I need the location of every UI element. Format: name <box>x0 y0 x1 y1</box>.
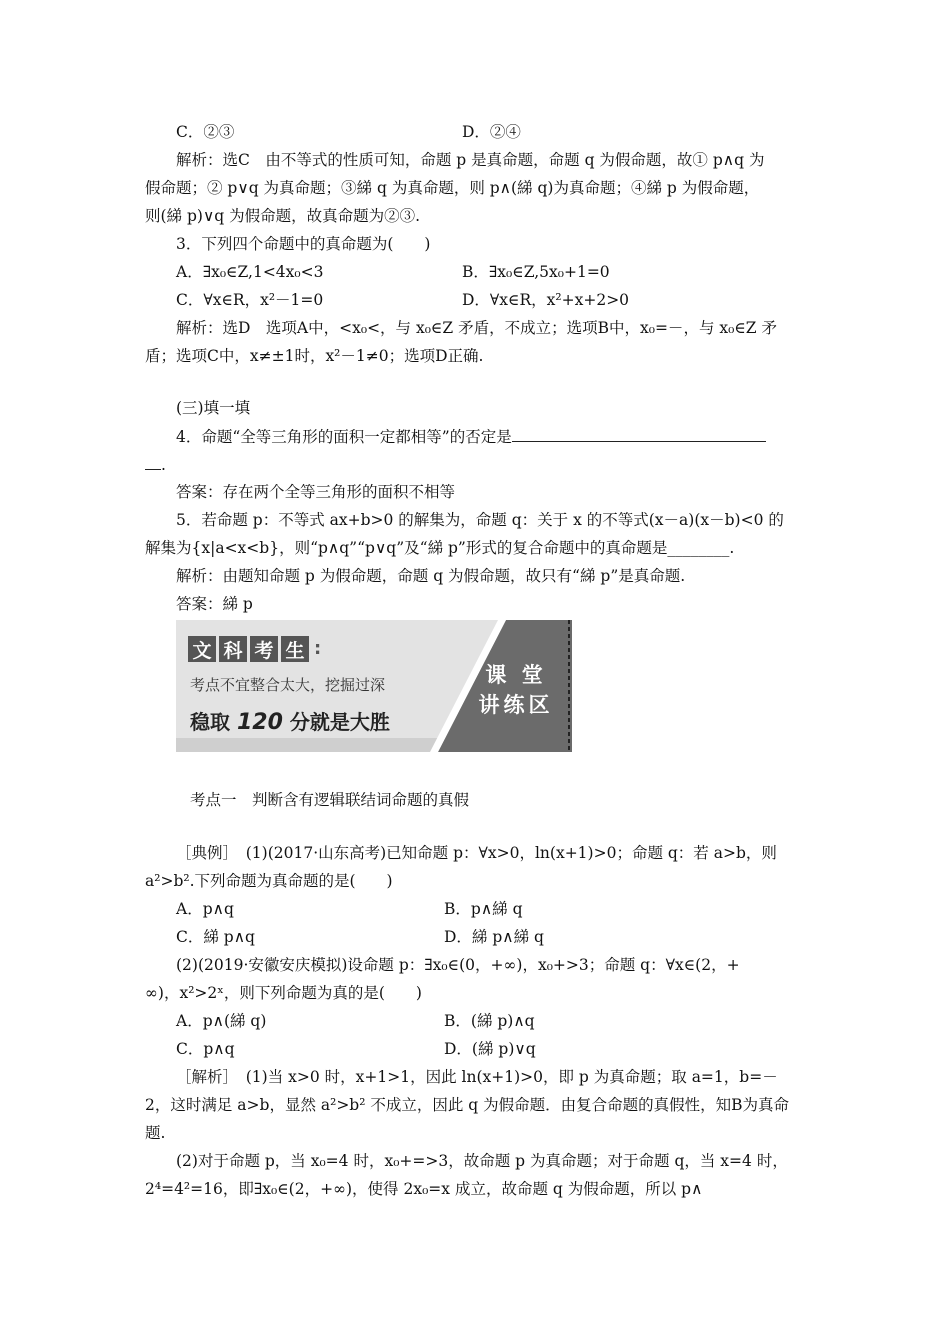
solution-line: ［解析］ (1)当 x>0 时，x+1>1，因此 ln(x+1)>0，即 p 为真命题；取 a=1，b=－ <box>176 1068 778 1086</box>
example-2: (2)(2019·安徽安庆模拟)设命题 p：∃x₀∈(0，+∞)，x₀+>3；命题 q：∀x∈(2，+ <box>176 956 740 974</box>
analysis-line: 假命题；② p∨q 为真命题；③綈 q 为真命题，则 p∧(綈 q)为真命题；④綈 p 为假命题， <box>145 179 760 197</box>
question-3: 3．下列四个命题中的真命题为( ) <box>176 235 431 253</box>
tag-char: 考 <box>250 636 278 662</box>
banner-tag <box>188 636 321 662</box>
analysis-line: 解析：选C 由不等式的性质可知，命题 p 是真命题，命题 q 为假命题，故① p∧q 为 <box>176 151 765 169</box>
example-2: ∞)，x²>2ˣ，则下列命题为真的是( ) <box>145 984 422 1002</box>
option-d: D．②④ <box>462 123 521 141</box>
banner-right-label <box>466 660 566 720</box>
tag-char: 生 <box>281 636 309 662</box>
example-1: ［典例］ (1)(2017·山东高考)已知命题 p：∀x>0，ln(x+1)>0；命题 q：若 a>b，则 <box>176 844 777 862</box>
analysis-line: 解析：选D 选项A中，<x₀<，与 x₀∈Z 矛盾，不成立；选项B中，x₀=－，与 x₀∈Z 矛 <box>176 319 777 337</box>
question-5: 5．若命题 p：不等式 ax+b>0 的解集为，命题 q：关于 x 的不等式(x－a)(x－b)<0 的 <box>176 511 784 529</box>
tag-char: 科 <box>219 636 247 662</box>
option-b: B．p∧綈 q <box>444 900 523 918</box>
option-a: A．∃x₀∈Z,1<4x₀<3 <box>176 263 324 281</box>
tag-colon: : <box>314 638 322 659</box>
answer-line: 答案：綈 p <box>176 595 253 613</box>
example-1: a²>b².下列命题为真命题的是( ) <box>145 872 393 890</box>
slogan-post: 分就是大胜 <box>289 710 390 734</box>
option-d: D．∀x∈R，x²+x+2>0 <box>462 291 630 309</box>
section-heading: (三)填一填 <box>176 399 251 417</box>
answer-blank <box>145 453 161 470</box>
solution-line: (2)对于命题 p，当 x₀=4 时，x₀+=>3，故命题 p 为真命题；对于命题 q，当 x=4 时， <box>176 1152 788 1170</box>
question-5: 解集为{x|a<x<b}，则“p∧q”“p∨q”及“綈 p”形式的复合命题中的真命题是________. <box>145 539 735 557</box>
slogan-number: 120 <box>236 710 283 735</box>
analysis-line: 盾；选项C中，x≠±1时，x²－1≠0；选项D正确. <box>145 347 484 365</box>
option-c: C．p∧q <box>176 1040 235 1058</box>
banner-slogan <box>190 706 390 735</box>
answer-blank <box>512 425 766 442</box>
tag-char: 文 <box>188 636 216 662</box>
banner-subtitle: 考点不宜整合太大，挖掘过深 <box>190 676 386 694</box>
option-d: D．綈 p∧綈 q <box>444 928 544 946</box>
solution-line: 2，这时满足 a>b，显然 a²>b² 不成立，因此 q 为假命题．由复合命题的真假性，知B为真命 <box>145 1096 790 1114</box>
question-4-text: 4．命题“全等三角形的面积一定都相等”的否定是 <box>176 428 512 446</box>
option-c: C．∀x∈R，x²－1=0 <box>176 291 324 309</box>
slogan-pre: 稳取 <box>190 710 230 734</box>
section-banner <box>176 620 572 752</box>
solution-line: 2⁴=4²=16，即∃x₀∈(2，+∞)，使得 2x₀=x 成立，故命题 q 为假命题，所以 p∧ <box>145 1180 703 1198</box>
answer-line: 答案：存在两个全等三角形的面积不相等 <box>176 483 456 501</box>
banner-right-line2: 讲练区 <box>478 693 554 717</box>
question-4 <box>176 425 810 448</box>
question-4-period: . <box>161 456 166 474</box>
question-4-end <box>145 453 810 476</box>
option-a: A．p∧(綈 q) <box>176 1012 267 1030</box>
option-b: B．∃x₀∈Z,5x₀+1=0 <box>462 263 610 281</box>
solution-line: 题. <box>145 1124 166 1142</box>
option-b: B．(綈 p)∧q <box>444 1012 535 1030</box>
option-d: D．(綈 p)∨q <box>444 1040 536 1058</box>
analysis-line: 则(綈 p)∨q 为假命题，故真命题为②③. <box>145 207 421 225</box>
option-c: C．②③ <box>176 123 235 141</box>
analysis-line: 解析：由题知命题 p 为假命题，命题 q 为假命题，故只有“綈 p”是真命题. <box>176 567 686 585</box>
topic-heading: 考点一 判断含有逻辑联结词命题的真假 <box>190 791 470 809</box>
banner-right-line1: 课 堂 <box>485 663 547 687</box>
option-c: C．綈 p∧q <box>176 928 255 946</box>
option-a: A．p∧q <box>176 900 234 918</box>
